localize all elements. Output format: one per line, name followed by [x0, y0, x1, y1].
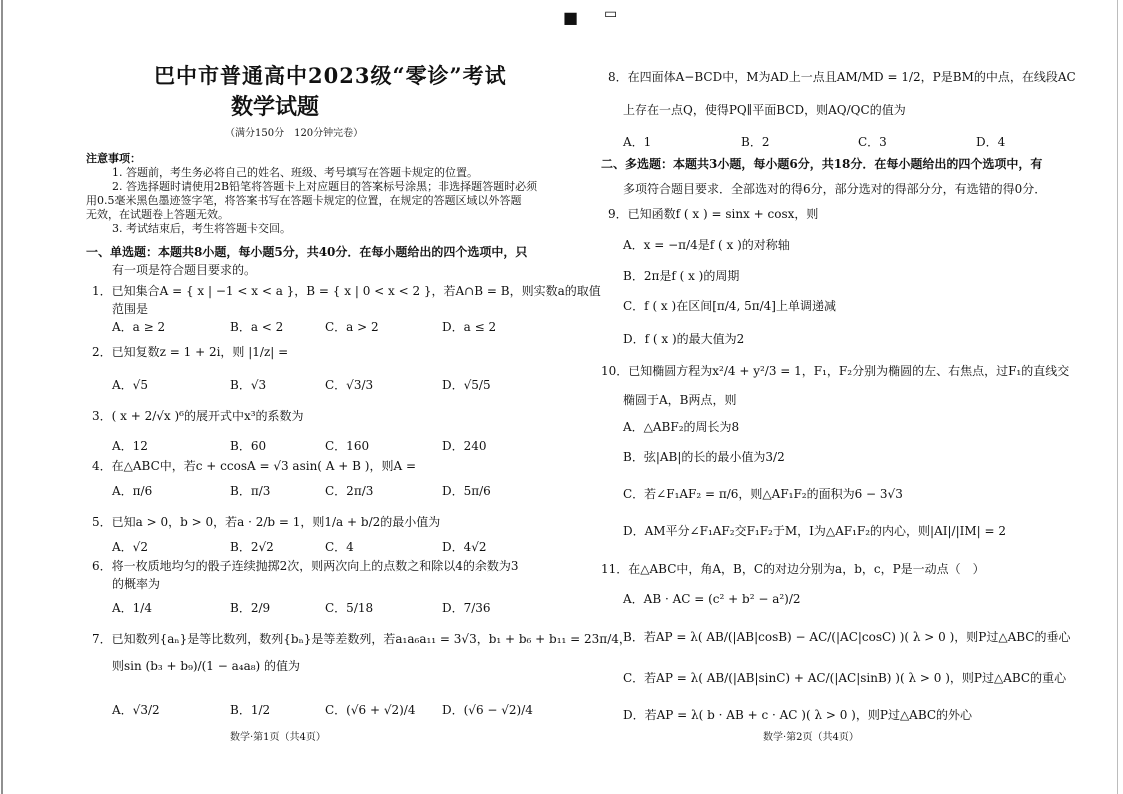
section-heading-single-cont: 有一项是符合题目要求的。	[112, 263, 257, 277]
note-line: 无效，在试题卷上答题无效。	[86, 208, 229, 221]
question-stem: 8．在四面体A−BCD中，M为AD上一点且AM/MD = 1/2，P是BM的中点，在线段AC	[608, 70, 1076, 84]
page-footer: 数学·第1页（共4页）	[230, 732, 326, 743]
header-mark-left: ■	[563, 8, 579, 27]
question-stem-cont: 则sin (b₃ + b₉)/(1 − a₄a₈) 的值为	[112, 659, 301, 673]
option-c: C．√3/3	[325, 378, 374, 392]
notes-title: 注意事项：	[86, 152, 141, 165]
option-b: B．√3	[230, 378, 267, 392]
option-a: A．12	[112, 439, 148, 453]
section-heading-multi-cont: 多项符合题目要求．全部选对的得6分，部分选对的得部分分，有选错的得0分．	[623, 182, 1047, 196]
option-d: D．240	[442, 439, 487, 453]
option-b: B．a < 2	[230, 320, 284, 334]
question-stem-cont: 的概率为	[112, 577, 161, 591]
option-d: D．(√6 − √2)/4	[442, 703, 533, 717]
question-stem: 3．( x + 2/√x )⁶的展开式中x³的系数为	[92, 409, 304, 423]
option-c: C．160	[325, 439, 370, 453]
option-a: A．AB · AC = (c² + b² − a²)/2	[623, 592, 801, 606]
option-d: D．f ( x )的最大值为2	[623, 332, 745, 346]
option-c: C．f ( x )在区间[π/4, 5π/4]上单调递减	[623, 299, 836, 313]
question-stem-cont: 上存在一点Q，使得PQ∥平面BCD，则AQ/QC的值为	[623, 103, 906, 117]
option-c: C．(√6 + √2)/4	[325, 703, 416, 717]
option-b: B．2π是f ( x )的周期	[623, 269, 740, 283]
note-line: 2. 答选择题时请使用2B铅笔将答题卡上对应题目的答案标号涂黑；非选择题答题时必须	[112, 180, 538, 193]
question-stem: 6．将一枚质地均匀的骰子连续抛掷2次，则两次向上的点数之和除以4的余数为3	[92, 559, 519, 573]
option-c: C．5/18	[325, 601, 374, 615]
note-line: 用0.5毫米黑色墨迹签字笔，将答案书写在答题卡规定的位置，在规定的答题区域以外答题	[86, 194, 522, 207]
question-stem: 9．已知函数f ( x ) = sinx + cosx，则	[608, 207, 819, 221]
option-c: C．a > 2	[325, 320, 379, 334]
exam-meta: （满分150分 120分钟完卷）	[225, 128, 364, 139]
question-stem: 10．已知椭圆方程为x²/4 + y²/3 = 1，F₁，F₂分别为椭圆的左、右焦点，过F₁的直线交	[601, 364, 1070, 378]
option-b: B．1/2	[230, 703, 271, 717]
option-a: A．△ABF₂的周长为8	[623, 420, 740, 434]
option-a: A．√2	[112, 540, 148, 554]
question-stem: 11．在△ABC中，角A，B，C的对边分别为a，b，c，P是一动点（ ）	[601, 562, 985, 576]
option-b: B．π/3	[230, 484, 271, 498]
question-stem: 2．已知复数z = 1 + 2i，则 |1/z| =	[92, 345, 289, 359]
option-c: C．4	[325, 540, 354, 554]
exam-subtitle: 数学试题	[231, 94, 320, 120]
question-stem-cont: 椭圆于A，B两点，则	[623, 393, 737, 407]
option-b: B．60	[230, 439, 267, 453]
option-a: A．x = −π/4是f ( x )的对称轴	[623, 238, 790, 252]
option-d: D．AM平分∠F₁AF₂交F₁F₂于M，I为△AF₁F₂的内心，则|AI|/|IM| = 2	[623, 524, 1007, 538]
option-c: C．3	[858, 135, 887, 149]
option-a: A．√5	[112, 378, 148, 392]
question-stem: 4．在△ABC中，若c + ccosA = √3 asin( A + B )，则A =	[92, 459, 417, 473]
option-c: C．若AP = λ( AB/(|AB|sinC) + AC/(|AC|sinB) )( λ > 0 )，则P过△ABC的重心	[623, 671, 1067, 685]
option-b: B．2/9	[230, 601, 271, 615]
option-a: A．π/6	[112, 484, 153, 498]
option-a: A．√3/2	[112, 703, 160, 717]
header-mark-right: ▭	[604, 6, 618, 22]
option-b: B．弦|AB|的长的最小值为3/2	[623, 450, 785, 464]
option-d: D．√5/5	[442, 378, 491, 392]
question-stem: 5．已知a > 0，b > 0，若a · 2/b = 1，则1/a + b/2的最小值为	[92, 515, 441, 529]
page-footer: 数学·第2页（共4页）	[763, 732, 859, 743]
note-line: 1. 答题前，考生务必将自己的姓名、班级、考号填写在答题卡规定的位置。	[112, 166, 478, 179]
option-b: B．若AP = λ( AB/(|AB|cosB) − AC/(|AC|cosC) )( λ > 0 )，则P过△ABC的垂心	[623, 630, 1071, 644]
option-d: D．7/36	[442, 601, 491, 615]
exam-title: 巴中市普通高中2023级“零诊”考试	[154, 63, 507, 88]
question-stem: 1．已知集合A = { x | −1 < x < a }，B = { x | 0 < x < 2 }，若A∩B = B，则实数a的取值	[92, 284, 601, 298]
section-heading-multi: 二、多选题：本题共3小题，每小题6分，共18分．在每小题给出的四个选项中，有	[601, 157, 1043, 171]
option-d: D．若AP = λ( b · AB + c · AC )( λ > 0 )，则P过△ABC的外心	[623, 708, 973, 722]
option-d: D．5π/6	[442, 484, 491, 498]
option-b: B．2√2	[230, 540, 274, 554]
option-d: D．a ≤ 2	[442, 320, 497, 334]
option-b: B．2	[741, 135, 770, 149]
option-a: A．1/4	[112, 601, 152, 615]
question-stem-cont: 范围是	[112, 302, 149, 316]
note-line: 3. 考试结束后，考生将答题卡交回。	[112, 222, 291, 235]
option-d: D．4√2	[442, 540, 487, 554]
section-heading-single: 一、单选题：本题共8小题，每小题5分，共40分．在每小题给出的四个选项中，只	[86, 245, 528, 259]
option-a: A．1	[623, 135, 652, 149]
option-c: C．若∠F₁AF₂ = π/6，则△AF₁F₂的面积为6 − 3√3	[623, 487, 903, 501]
question-stem: 7．已知数列{aₙ}是等比数列，数列{bₙ}是等差数列，若a₁a₆a₁₁ = 3√3，b₁ + b₆ + b₁₁ = 23π/4，	[92, 632, 631, 646]
page-right	[563, 0, 1123, 794]
option-a: A．a ≥ 2	[112, 320, 166, 334]
option-d: D．4	[976, 135, 1006, 149]
option-c: C．2π/3	[325, 484, 374, 498]
